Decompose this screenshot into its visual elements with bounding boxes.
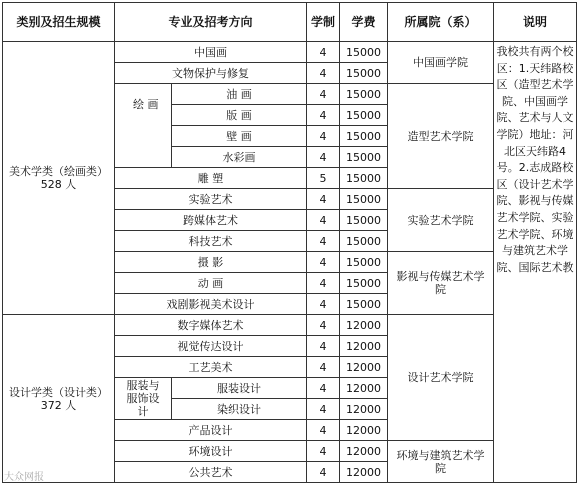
school-cell: 环境与建筑艺术学院 xyxy=(388,441,494,483)
school-cell: 造型艺术学院 xyxy=(388,84,494,189)
major-name: 文物保护与修复 xyxy=(115,63,307,84)
fee-cell: 12000 xyxy=(340,378,388,399)
major-name: 雕 塑 xyxy=(115,168,307,189)
years-cell: 4 xyxy=(307,42,340,63)
years-cell: 4 xyxy=(307,63,340,84)
years-cell: 4 xyxy=(307,315,340,336)
note-cell: 我校共有两个校区：1.天纬路校区（造型艺术学院、中国画学院、艺术与人文学院）地址：河北区天纬路4号。2.志成路校区（设计艺术学院、影视与传媒艺术学院、实验艺术学院、环境与建筑艺术学院、国际艺术教 xyxy=(494,42,577,483)
fee-cell: 15000 xyxy=(340,231,388,252)
major-name: 中国画 xyxy=(115,42,307,63)
years-cell: 4 xyxy=(307,357,340,378)
major-name: 科技艺术 xyxy=(115,231,307,252)
major-name: 数字媒体艺术 xyxy=(115,315,307,336)
major-name: 戏剧影视美术设计 xyxy=(115,294,307,315)
fee-cell: 15000 xyxy=(340,147,388,168)
years-cell: 4 xyxy=(307,252,340,273)
fee-cell: 15000 xyxy=(340,126,388,147)
watermark: 大众网报 xyxy=(4,472,44,483)
header-fee: 学费 xyxy=(340,3,388,42)
fee-cell: 15000 xyxy=(340,42,388,63)
header-note: 说明 xyxy=(494,3,577,42)
header-major: 专业及招考方向 xyxy=(115,3,307,42)
years-cell: 4 xyxy=(307,462,340,483)
major-name: 服装设计 xyxy=(172,378,307,399)
major-name: 公共艺术 xyxy=(115,462,307,483)
header-category: 类别及招生规模 xyxy=(3,3,115,42)
major-name: 版 画 xyxy=(172,105,307,126)
fee-cell: 12000 xyxy=(340,441,388,462)
major-name: 水彩画 xyxy=(172,147,307,168)
fee-cell: 12000 xyxy=(340,462,388,483)
fee-cell: 15000 xyxy=(340,84,388,105)
major-name: 视觉传达设计 xyxy=(115,336,307,357)
major-name: 动 画 xyxy=(115,273,307,294)
major-name: 油 画 xyxy=(172,84,307,105)
fee-cell: 12000 xyxy=(340,336,388,357)
header-years: 学制 xyxy=(307,3,340,42)
admissions-table xyxy=(2,2,577,483)
years-cell: 4 xyxy=(307,441,340,462)
school-cell: 影视与传媒艺术学院 xyxy=(388,252,494,315)
category-design: 设计学类（设计类）372 人 xyxy=(3,315,115,483)
years-cell: 4 xyxy=(307,147,340,168)
years-cell: 4 xyxy=(307,399,340,420)
category-fine-art: 美术学类（绘画类）528 人 xyxy=(3,42,115,315)
fee-cell: 15000 xyxy=(340,273,388,294)
major-name: 壁 画 xyxy=(172,126,307,147)
major-name: 产品设计 xyxy=(115,420,307,441)
years-cell: 4 xyxy=(307,126,340,147)
major-name: 摄 影 xyxy=(115,252,307,273)
major-name: 染织设计 xyxy=(172,399,307,420)
fee-cell: 15000 xyxy=(340,210,388,231)
school-cell: 实验艺术学院 xyxy=(388,189,494,252)
years-cell: 4 xyxy=(307,231,340,252)
fee-cell: 12000 xyxy=(340,357,388,378)
fee-cell: 15000 xyxy=(340,105,388,126)
fee-cell: 15000 xyxy=(340,168,388,189)
fee-cell: 12000 xyxy=(340,315,388,336)
years-cell: 4 xyxy=(307,210,340,231)
fee-cell: 12000 xyxy=(340,420,388,441)
years-cell: 4 xyxy=(307,189,340,210)
major-name: 工艺美术 xyxy=(115,357,307,378)
fee-cell: 15000 xyxy=(340,294,388,315)
school-cell: 设计艺术学院 xyxy=(388,315,494,441)
years-cell: 4 xyxy=(307,420,340,441)
major-name: 跨媒体艺术 xyxy=(115,210,307,231)
years-cell: 4 xyxy=(307,84,340,105)
years-cell: 4 xyxy=(307,378,340,399)
header-school: 所属院（系） xyxy=(388,3,494,42)
group-fashion: 服装与服饰设计 xyxy=(115,378,172,420)
years-cell: 5 xyxy=(307,168,340,189)
school-cell: 中国画学院 xyxy=(388,42,494,84)
group-painting: 绘 画 xyxy=(115,84,172,168)
major-name: 实验艺术 xyxy=(115,189,307,210)
fee-cell: 15000 xyxy=(340,189,388,210)
years-cell: 4 xyxy=(307,294,340,315)
fee-cell: 12000 xyxy=(340,399,388,420)
years-cell: 4 xyxy=(307,273,340,294)
fee-cell: 15000 xyxy=(340,252,388,273)
fee-cell: 15000 xyxy=(340,63,388,84)
years-cell: 4 xyxy=(307,336,340,357)
years-cell: 4 xyxy=(307,105,340,126)
major-name: 环境设计 xyxy=(115,441,307,462)
